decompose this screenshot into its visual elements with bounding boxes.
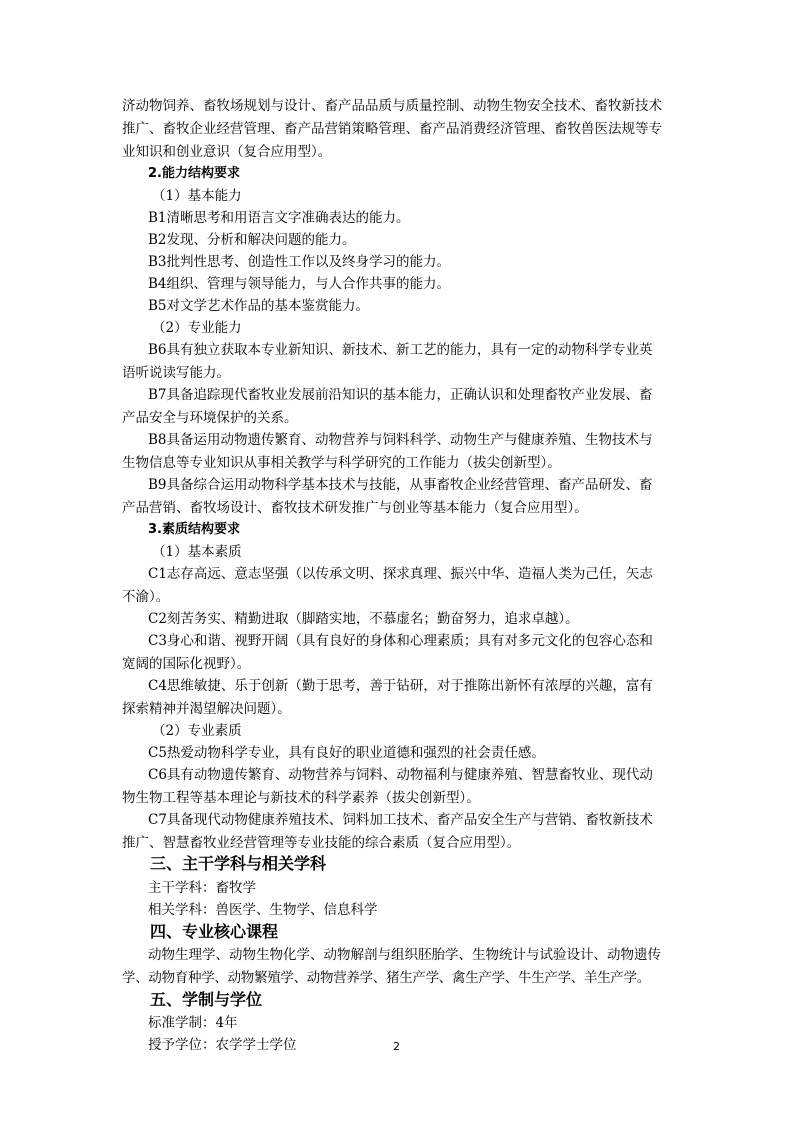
main-discipline: 主干学科：畜牧学 bbox=[148, 880, 256, 896]
item-c5: C5热爱动物科学专业，具有良好的职业道德和强烈的社会责任感。 bbox=[148, 745, 545, 761]
subheading-pro-quality: （2）专业素质 bbox=[152, 723, 242, 739]
heading-duration-degree: 五、学制与学位 bbox=[150, 990, 263, 1009]
section-heading-ability: 2.能力结构要求 bbox=[148, 166, 240, 181]
item-b8: B8具备运用动物遗传繁育、动物营养与饲料科学、动物生产与健康养殖、生物技术与 bbox=[148, 432, 653, 448]
paragraph-line: 推广、畜牧企业经营管理、畜产品营销策略管理、畜产品消费经济管理、畜牧兽医法规等专 bbox=[122, 121, 662, 137]
item-b7: B7具备追踪现代畜牧业发展前沿知识的基本能力，正确认识和处理畜牧产业发展、畜 bbox=[148, 387, 653, 403]
core-courses: 动物生理学、动物生物化学、动物解剖与组织胚胎学、生物统计与试验设计、动物遗传 bbox=[148, 947, 661, 963]
item-c6-cont: 物生物工程等基本理论与新技术的科学素养（拔尖创新型）。 bbox=[122, 790, 480, 806]
item-c4: C4思维敏捷、乐于创新（勤于思考，善于钻研，对于推陈出新怀有浓厚的兴趣，富有 bbox=[148, 678, 653, 694]
item-b7-cont: 产品安全与环境保护的关系。 bbox=[122, 410, 298, 426]
item-b9: B9具备综合运用动物科学基本技术与技能，从事畜牧企业经营管理、畜产品研发、畜 bbox=[148, 477, 653, 493]
item-b8-cont: 生物信息等专业知识从事相关教学与科学研究的工作能力（拔尖创新型）。 bbox=[122, 455, 561, 471]
item-c3: C3身心和谐、视野开阔（具有良好的身体和心理素质；具有对多元文化的包容心态和 bbox=[148, 633, 653, 649]
standard-duration: 标准学制：4年 bbox=[148, 1015, 238, 1031]
degree-awarded: 授予学位：农学学士学位 bbox=[148, 1037, 297, 1053]
item-c6: C6具有动物遗传繁育、动物营养与饲料、动物福利与健康养殖、智慧畜牧业、现代动 bbox=[148, 767, 653, 783]
subheading-basic-ability: （1）基本能力 bbox=[152, 188, 242, 204]
item-b5: B5对文学艺术作品的基本鉴赏能力。 bbox=[148, 298, 370, 314]
item-b6-cont: 语听说读写能力。 bbox=[122, 365, 230, 381]
item-c7-cont: 推广、智慧畜牧业经营管理等专业技能的综合素质（复合应用型）。 bbox=[122, 835, 521, 851]
item-c3-cont: 宽阔的国际化视野）。 bbox=[122, 656, 251, 672]
heading-disciplines: 三、主干学科与相关学科 bbox=[150, 854, 327, 873]
item-b1: B1清晰思考和用语言文字准确表达的能力。 bbox=[148, 210, 410, 226]
page-number: 2 bbox=[393, 1040, 400, 1053]
item-b4: B4组织、管理与领导能力，与人合作共事的能力。 bbox=[148, 276, 451, 292]
item-c4-cont: 探索精神并渴望解决问题）。 bbox=[122, 701, 291, 717]
paragraph-line: 济动物饲养、畜牧场规划与设计、畜产品品质与质量控制、动物生物安全技术、畜牧新技术 bbox=[122, 98, 662, 114]
item-c1: C1志存高远、意志坚强（以传承文明、探求真理、振兴中华、造福人类为己任，矢志 bbox=[148, 566, 653, 582]
core-courses-cont: 学、动物育种学、动物繁殖学、动物营养学、猪生产学、禽生产学、牛生产学、羊生产学。 bbox=[122, 970, 650, 986]
subheading-basic-quality: （1）基本素质 bbox=[152, 544, 242, 560]
paragraph-line: 业知识和创业意识（复合应用型）。 bbox=[122, 144, 332, 160]
item-b6: B6具有独立获取本专业新知识、新技术、新工艺的能力，具有一定的动物科学专业英 bbox=[148, 342, 653, 358]
heading-core-courses: 四、专业核心课程 bbox=[150, 922, 279, 941]
item-c2: C2刻苦务实、精勤进取（脚踏实地，不慕虚名；勤奋努力，追求卓越）。 bbox=[148, 611, 579, 627]
item-b9-cont: 产品营销、畜牧场设计、畜牧技术研发推广与创业等基本能力（复合应用型）。 bbox=[122, 500, 588, 516]
item-c1-cont: 不渝）。 bbox=[122, 589, 170, 605]
related-disciplines: 相关学科：兽医学、生物学、信息科学 bbox=[148, 902, 378, 918]
item-c7: C7具备现代动物健康养殖技术、饲料加工技术、畜产品安全生产与营销、畜牧新技术 bbox=[148, 812, 653, 828]
section-heading-quality: 3.素质结构要求 bbox=[148, 522, 240, 537]
subheading-pro-ability: （2）专业能力 bbox=[152, 320, 242, 336]
item-b2: B2发现、分析和解决问题的能力。 bbox=[148, 232, 356, 248]
item-b3: B3批判性思考、创造性工作以及终身学习的能力。 bbox=[148, 254, 451, 270]
